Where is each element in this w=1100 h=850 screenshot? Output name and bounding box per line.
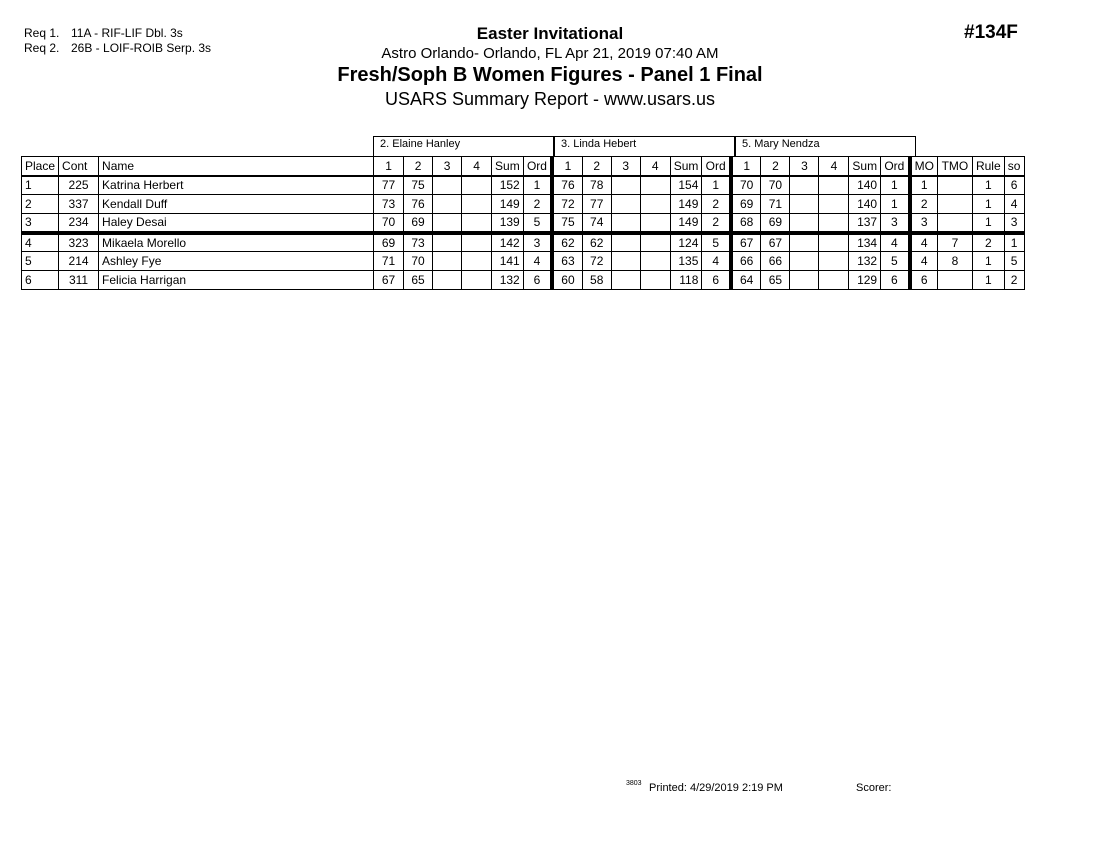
tmo-cell — [937, 271, 972, 290]
tmo-cell — [937, 195, 972, 214]
skater-name-cell: Katrina Herbert — [99, 176, 374, 195]
tmo-cell: 8 — [937, 252, 972, 271]
tmo-cell — [937, 214, 972, 233]
report-line: USARS Summary Report - www.usars.us — [384, 89, 716, 109]
score-cell: 67 — [374, 271, 404, 290]
score-cell: 70 — [731, 176, 761, 195]
skater-name-cell: Mikaela Morello — [99, 233, 374, 252]
score-cell — [433, 252, 462, 271]
score-cell — [433, 214, 462, 233]
col-score: 4 — [462, 157, 492, 176]
col-score: 1 — [552, 157, 582, 176]
score-cell: 75 — [404, 176, 433, 195]
mo-cell: 1 — [910, 176, 938, 195]
score-cell — [640, 195, 670, 214]
sum-cell: 139 — [492, 214, 524, 233]
mo-cell: 4 — [910, 252, 938, 271]
event-title: Easter Invitational — [476, 24, 624, 43]
place-cell: 6 — [22, 271, 59, 290]
col-sum: Sum — [849, 157, 881, 176]
mo-cell: 3 — [910, 214, 938, 233]
score-cell — [433, 271, 462, 290]
so-cell: 5 — [1004, 252, 1024, 271]
score-cell — [433, 195, 462, 214]
score-cell — [462, 214, 492, 233]
requirement-label: Req 1. — [24, 26, 60, 40]
sum-cell: 141 — [492, 252, 524, 271]
ordinal-cell: 1 — [881, 195, 910, 214]
ordinal-cell: 4 — [523, 252, 552, 271]
requirement-text: 11A - RIF-LIF Dbl. 3s — [71, 26, 183, 40]
score-cell: 77 — [582, 195, 611, 214]
score-cell: 62 — [582, 233, 611, 252]
col-sum: Sum — [670, 157, 702, 176]
ordinal-cell: 2 — [523, 195, 552, 214]
so-cell: 2 — [1004, 271, 1024, 290]
score-cell — [790, 271, 819, 290]
score-cell — [611, 176, 640, 195]
col-ord: Ord — [881, 157, 910, 176]
score-cell — [790, 252, 819, 271]
score-cell — [433, 233, 462, 252]
ordinal-cell: 6 — [881, 271, 910, 290]
score-cell: 58 — [582, 271, 611, 290]
table-row — [22, 214, 1025, 233]
col-place: Place — [22, 157, 59, 176]
place-cell: 5 — [22, 252, 59, 271]
sum-cell: 140 — [849, 176, 881, 195]
rule-cell: 1 — [972, 214, 1004, 233]
score-cell — [611, 233, 640, 252]
col-score: 4 — [819, 157, 849, 176]
so-cell: 4 — [1004, 195, 1024, 214]
ordinal-cell: 2 — [702, 214, 731, 233]
table-row — [22, 233, 1025, 252]
table-row — [22, 195, 1025, 214]
col-score: 1 — [731, 157, 761, 176]
col-cont: Cont — [59, 157, 99, 176]
printed-timestamp: Printed: 4/29/2019 2:19 PM — [649, 782, 783, 794]
score-cell: 65 — [404, 271, 433, 290]
col-score: 2 — [582, 157, 611, 176]
score-cell: 76 — [404, 195, 433, 214]
score-cell — [819, 214, 849, 233]
ordinal-cell: 1 — [881, 176, 910, 195]
score-cell: 60 — [552, 271, 582, 290]
score-cell: 66 — [731, 252, 761, 271]
score-cell — [819, 195, 849, 214]
score-cell — [611, 252, 640, 271]
contestant-number-cell: 337 — [59, 195, 99, 214]
score-cell — [611, 195, 640, 214]
score-cell — [790, 214, 819, 233]
results-table — [21, 156, 1025, 290]
score-cell — [819, 271, 849, 290]
event-name: Fresh/Soph B Women Figures - Panel 1 Final — [337, 64, 763, 86]
table-header-row — [22, 157, 1025, 176]
judge-header-2: 3. Linda Hebert — [554, 136, 735, 156]
sum-cell: 149 — [492, 195, 524, 214]
results-body — [22, 176, 1025, 290]
col-score: 4 — [640, 157, 670, 176]
score-cell — [790, 176, 819, 195]
skater-name-cell: Ashley Fye — [99, 252, 374, 271]
sum-cell: 124 — [670, 233, 702, 252]
score-cell: 76 — [552, 176, 582, 195]
score-cell: 66 — [761, 252, 790, 271]
contestant-number-cell: 214 — [59, 252, 99, 271]
score-cell: 69 — [731, 195, 761, 214]
score-cell — [640, 271, 670, 290]
sum-cell: 152 — [492, 176, 524, 195]
rule-cell: 1 — [972, 176, 1004, 195]
col-mo: MO — [910, 157, 938, 176]
score-cell: 69 — [761, 214, 790, 233]
ordinal-cell: 4 — [702, 252, 731, 271]
ordinal-cell: 5 — [702, 233, 731, 252]
score-cell: 72 — [582, 252, 611, 271]
col-score: 2 — [761, 157, 790, 176]
score-cell: 65 — [761, 271, 790, 290]
so-cell: 1 — [1004, 233, 1024, 252]
score-cell — [640, 176, 670, 195]
score-cell — [611, 214, 640, 233]
sum-cell: 132 — [492, 271, 524, 290]
col-score: 1 — [374, 157, 404, 176]
score-cell: 78 — [582, 176, 611, 195]
place-cell: 3 — [22, 214, 59, 233]
mo-cell: 4 — [910, 233, 938, 252]
ordinal-cell: 2 — [702, 195, 731, 214]
score-cell: 71 — [761, 195, 790, 214]
place-cell: 2 — [22, 195, 59, 214]
contestant-number-cell: 234 — [59, 214, 99, 233]
col-score: 3 — [433, 157, 462, 176]
col-sum: Sum — [492, 157, 524, 176]
score-cell: 63 — [552, 252, 582, 271]
skater-name-cell: Kendall Duff — [99, 195, 374, 214]
score-cell — [611, 271, 640, 290]
ordinal-cell: 5 — [523, 214, 552, 233]
col-score: 3 — [611, 157, 640, 176]
score-cell — [462, 195, 492, 214]
requirement-text: 26B - LOIF-ROIB Serp. 3s — [71, 41, 212, 55]
sum-cell: 137 — [849, 214, 881, 233]
score-cell: 73 — [374, 195, 404, 214]
event-number: #134F — [964, 22, 1018, 43]
score-cell: 67 — [731, 233, 761, 252]
ordinal-cell: 1 — [702, 176, 731, 195]
col-rule: Rule — [972, 157, 1004, 176]
score-cell: 69 — [404, 214, 433, 233]
score-cell — [790, 233, 819, 252]
score-cell: 75 — [552, 214, 582, 233]
sum-cell: 118 — [670, 271, 702, 290]
table-row — [22, 252, 1025, 271]
sum-cell: 154 — [670, 176, 702, 195]
score-cell: 74 — [582, 214, 611, 233]
score-cell — [462, 252, 492, 271]
rule-cell: 1 — [972, 271, 1004, 290]
rule-cell: 2 — [972, 233, 1004, 252]
col-score: 2 — [404, 157, 433, 176]
sum-cell: 129 — [849, 271, 881, 290]
ordinal-cell: 4 — [881, 233, 910, 252]
requirement-label: Req 2. — [24, 41, 60, 55]
score-cell: 71 — [374, 252, 404, 271]
ordinal-cell: 3 — [881, 214, 910, 233]
sum-cell: 135 — [670, 252, 702, 271]
score-cell — [790, 195, 819, 214]
score-cell: 77 — [374, 176, 404, 195]
venue-line: Astro Orlando- Orlando, FL Apr 21, 2019 07:40 AM — [381, 45, 719, 62]
tmo-cell: 7 — [937, 233, 972, 252]
sum-cell: 132 — [849, 252, 881, 271]
score-cell — [462, 176, 492, 195]
contestant-number-cell: 311 — [59, 271, 99, 290]
score-cell: 73 — [404, 233, 433, 252]
score-cell: 72 — [552, 195, 582, 214]
sum-cell: 149 — [670, 214, 702, 233]
score-cell — [819, 233, 849, 252]
score-cell — [462, 233, 492, 252]
footer-mark: 3803 — [626, 780, 642, 787]
score-cell: 70 — [761, 176, 790, 195]
ordinal-cell: 1 — [523, 176, 552, 195]
tmo-cell — [937, 176, 972, 195]
sum-cell: 142 — [492, 233, 524, 252]
ordinal-cell: 3 — [523, 233, 552, 252]
score-cell — [640, 214, 670, 233]
score-cell: 69 — [374, 233, 404, 252]
score-cell: 64 — [731, 271, 761, 290]
so-cell: 6 — [1004, 176, 1024, 195]
scorer-label: Scorer: — [856, 782, 892, 794]
judge-header-1: 2. Elaine Hanley — [373, 136, 554, 156]
skater-name-cell: Felicia Harrigan — [99, 271, 374, 290]
contestant-number-cell: 323 — [59, 233, 99, 252]
score-cell: 70 — [404, 252, 433, 271]
so-cell: 3 — [1004, 214, 1024, 233]
table-row — [22, 271, 1025, 290]
ordinal-cell: 5 — [881, 252, 910, 271]
col-ord: Ord — [523, 157, 552, 176]
rule-cell: 1 — [972, 195, 1004, 214]
score-cell: 68 — [731, 214, 761, 233]
sum-cell: 134 — [849, 233, 881, 252]
score-cell — [462, 271, 492, 290]
skater-name-cell: Haley Desai — [99, 214, 374, 233]
col-ord: Ord — [702, 157, 731, 176]
score-cell: 70 — [374, 214, 404, 233]
col-so: so — [1004, 157, 1024, 176]
col-score: 3 — [790, 157, 819, 176]
place-cell: 4 — [22, 233, 59, 252]
rule-cell: 1 — [972, 252, 1004, 271]
col-tmo: TMO — [937, 157, 972, 176]
score-cell: 67 — [761, 233, 790, 252]
score-cell — [433, 176, 462, 195]
contestant-number-cell: 225 — [59, 176, 99, 195]
place-cell: 1 — [22, 176, 59, 195]
score-cell: 62 — [552, 233, 582, 252]
col-name: Name — [99, 157, 374, 176]
mo-cell: 2 — [910, 195, 938, 214]
sum-cell: 140 — [849, 195, 881, 214]
score-cell — [819, 176, 849, 195]
ordinal-cell: 6 — [523, 271, 552, 290]
mo-cell: 6 — [910, 271, 938, 290]
table-row — [22, 176, 1025, 195]
score-cell — [640, 233, 670, 252]
judge-header-3: 5. Mary Nendza — [735, 136, 916, 156]
score-cell — [819, 252, 849, 271]
score-cell — [640, 252, 670, 271]
ordinal-cell: 6 — [702, 271, 731, 290]
sum-cell: 149 — [670, 195, 702, 214]
